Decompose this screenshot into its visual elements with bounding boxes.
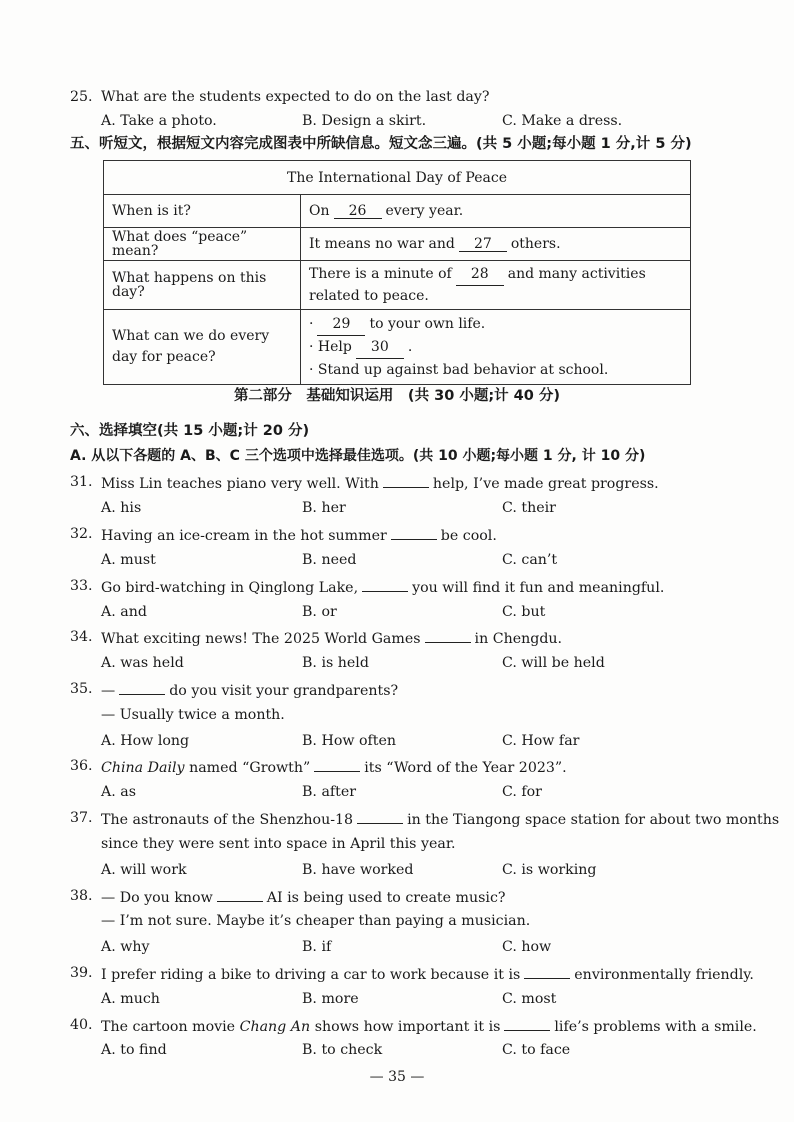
answer-blank — [504, 1018, 550, 1031]
option-c: C. how — [502, 939, 552, 955]
option-c: C. will be held — [502, 655, 605, 671]
question-text — [101, 1018, 757, 1034]
option-a: A. his — [101, 500, 142, 516]
option-c: C. can’t — [502, 552, 558, 568]
bullet-line — [309, 336, 682, 359]
sub-heading: A. 从以下各题的 A、B、C 三个选项中选择最佳选项。(共 10 小题;每小题 1 分, 计 10 分) — [70, 448, 646, 464]
option-a: A. Take a photo. — [101, 113, 217, 129]
option-a: A. must — [101, 552, 156, 568]
option-c: C. their — [502, 500, 556, 516]
option-b: B. is held — [302, 655, 369, 671]
stem-text: AI is being used to create music? — [266, 890, 506, 906]
answer-blank — [391, 527, 437, 540]
table-answer-cell — [301, 310, 691, 385]
question-number: 36. — [70, 758, 93, 774]
question-number: 32. — [70, 526, 93, 542]
table-answer-cell — [301, 228, 691, 261]
table-answer-cell — [301, 261, 691, 310]
stem-text: in the Tiangong space station for about two months — [407, 812, 780, 828]
question-number: 33. — [70, 578, 93, 594]
option-b: B. more — [302, 991, 359, 1007]
table-question-cell: What can we do every day for peace? — [104, 310, 301, 385]
question-number: 34. — [70, 629, 93, 645]
stem-text: shows how important it is — [314, 1019, 501, 1035]
option-b: B. after — [302, 784, 357, 800]
cell-text: to your own life. — [369, 316, 486, 332]
cell-text: and many activities related to peace. — [309, 265, 646, 304]
question-text — [101, 475, 659, 491]
answer-blank — [217, 889, 263, 902]
question-number: 31. — [70, 474, 93, 490]
question-text — [101, 759, 567, 775]
option-c: C. most — [502, 991, 557, 1007]
option-b: B. How often — [302, 733, 397, 749]
stem-text: Go bird-watching in Qinglong Lake, — [101, 580, 359, 596]
option-a: A. as — [101, 784, 137, 800]
part-heading: 第二部分 基础知识运用 (共 30 小题;计 40 分) — [233, 388, 561, 404]
question-number: 35. — [70, 681, 93, 697]
answer-blank — [524, 966, 570, 979]
answer-blank — [383, 475, 429, 488]
question-text — [101, 527, 497, 543]
peace-info-table — [103, 160, 691, 385]
table-question-cell: What does “peace” mean? — [104, 228, 301, 261]
table-question-cell: When is it? — [104, 195, 301, 228]
stem-text: — Do you know — [101, 890, 213, 906]
bullet-line: · Stand up against bad behavior at school. — [309, 362, 609, 378]
answer-blank: 29 — [317, 313, 365, 336]
option-a: A. was held — [101, 655, 184, 671]
answer-blank — [119, 682, 165, 695]
option-a: A. why — [101, 939, 150, 955]
section-heading: 六、选择填空(共 15 小题;计 20 分) — [70, 423, 310, 439]
movie-title: Chang An — [239, 1019, 311, 1035]
option-a: A. much — [101, 991, 160, 1007]
question-text — [101, 889, 506, 905]
option-a: A. will work — [101, 862, 187, 878]
stem-text: What exciting news! The 2025 World Games — [101, 631, 421, 647]
cell-text: · — [309, 316, 314, 332]
stem-text: named “Growth” — [189, 760, 311, 776]
option-b: B. if — [302, 939, 332, 955]
question-number: 38. — [70, 888, 93, 904]
option-b: B. need — [302, 552, 357, 568]
question-text — [101, 630, 562, 646]
question-text-line2: — I’m not sure. Maybe it’s cheaper than paying a musician. — [101, 913, 531, 929]
stem-text: environmentally friendly. — [574, 967, 754, 983]
option-b: B. or — [302, 604, 337, 620]
option-a: A. How long — [101, 733, 190, 749]
option-c: C. for — [502, 784, 542, 800]
section-heading: 五、听短文，根据短文内容完成图表中所缺信息。短文念三遍。(共 5 小题;每小题 1 分,计 5 分) — [70, 136, 692, 152]
cell-text: There is a minute of — [309, 265, 452, 282]
cell-text: . — [407, 339, 413, 355]
answer-blank — [357, 811, 403, 824]
option-b: B. Design a skirt. — [302, 113, 427, 129]
stem-text: be cool. — [440, 528, 497, 544]
bullet-line — [309, 313, 682, 336]
answer-blank: 27 — [459, 237, 507, 252]
stem-text: — — [101, 683, 116, 699]
stem-text: Miss Lin teaches piano very well. With — [101, 476, 379, 492]
question-number: 40. — [70, 1017, 93, 1033]
stem-text: you will find it fun and meaningful. — [412, 580, 665, 596]
question-text — [101, 811, 779, 827]
question-text: What are the students expected to do on the last day? — [101, 89, 490, 105]
question-number: 37. — [70, 810, 93, 826]
question-number: 39. — [70, 965, 93, 981]
page-number: — 35 — — [369, 1069, 425, 1085]
question-text — [101, 579, 664, 595]
option-c: C. is working — [502, 862, 597, 878]
answer-blank: 28 — [456, 264, 504, 286]
answer-blank — [425, 630, 471, 643]
table-question-cell: What happens on this day? — [104, 261, 301, 310]
question-text-line2: — Usually twice a month. — [101, 707, 285, 723]
option-a: A. to find — [101, 1042, 167, 1058]
newspaper-title: China Daily — [101, 760, 185, 776]
table-title: The International Day of Peace — [104, 161, 691, 195]
stem-text: The astronauts of the Shenzhou-18 — [101, 812, 354, 828]
stem-text: help, I’ve made great progress. — [432, 476, 659, 492]
question-text-line2: since they were sent into space in April this year. — [101, 836, 456, 852]
answer-blank — [314, 759, 360, 772]
stem-text: The cartoon movie — [101, 1019, 236, 1035]
stem-text: I prefer riding a bike to driving a car to work because it is — [101, 967, 521, 983]
stem-text: do you visit your grandparents? — [169, 683, 399, 699]
stem-text: its “Word of the Year 2023”. — [364, 760, 567, 776]
stem-text: in Chengdu. — [474, 631, 563, 647]
option-c: C. Make a dress. — [502, 113, 623, 129]
option-a: A. and — [101, 604, 147, 620]
cell-text: On — [309, 202, 330, 219]
option-c: C. but — [502, 604, 546, 620]
option-b: B. to check — [302, 1042, 383, 1058]
stem-text: Having an ice-cream in the hot summer — [101, 528, 387, 544]
cell-text: others. — [510, 235, 561, 252]
question-number: 25. — [70, 89, 93, 105]
option-c: C. to face — [502, 1042, 571, 1058]
option-b: B. her — [302, 500, 346, 516]
cell-text: every year. — [385, 202, 464, 219]
option-c: C. How far — [502, 733, 580, 749]
cell-text: · Help — [309, 339, 352, 355]
table-answer-cell — [301, 195, 691, 228]
question-text — [101, 966, 754, 982]
answer-blank — [362, 579, 408, 592]
question-text — [101, 682, 398, 698]
option-b: B. have worked — [302, 862, 414, 878]
stem-text: life’s problems with a smile. — [554, 1019, 757, 1035]
answer-blank: 30 — [356, 336, 404, 359]
cell-text: It means no war and — [309, 235, 455, 252]
answer-blank: 26 — [334, 204, 382, 219]
